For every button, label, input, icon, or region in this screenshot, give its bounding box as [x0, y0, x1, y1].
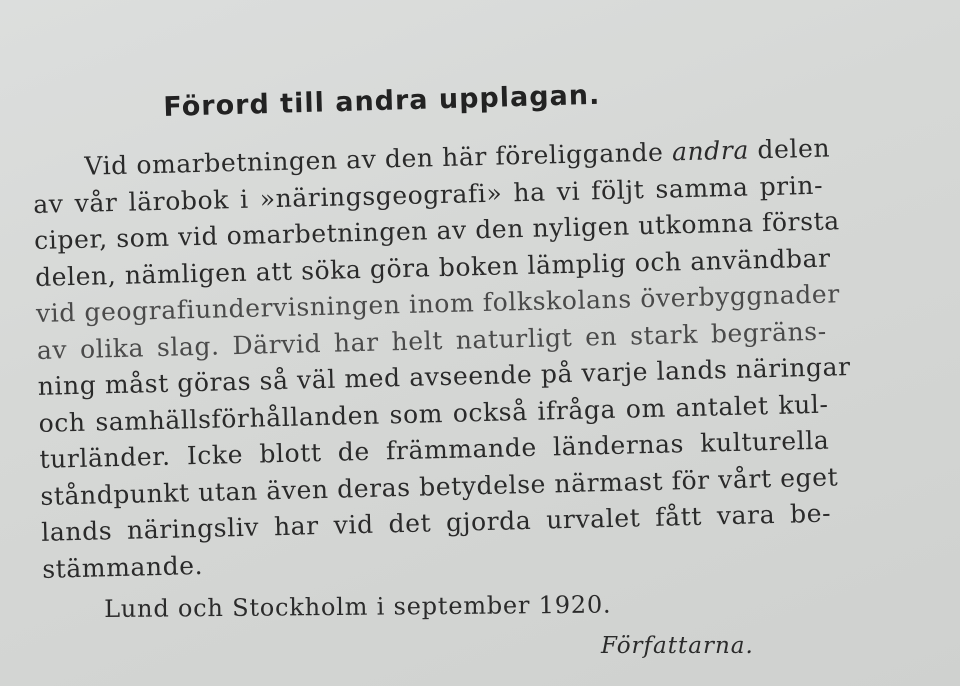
authors-signature: Författarna. [601, 633, 754, 659]
text-line-12: stämmande. [41, 550, 204, 584]
text-line-7: ning måst göras så väl med avseende på varje lands näringar [37, 352, 851, 401]
text-line-1-part-a: Vid omarbetningen av den här föreliggande [84, 137, 673, 181]
text-line-11: lands näringsliv har vid det gjorda urvalet fått vara be- [40, 498, 832, 547]
text-line-6: av olika slag. Därvid har helt naturligt en stark begräns- [36, 316, 828, 365]
page-title: Förord till andra upplagan. [163, 79, 601, 123]
text-line-4: delen, nämligen att söka göra boken lämplig och användbar [34, 243, 831, 292]
text-line-2: av vår lärobok i »näringsgeografi» ha vi följt samma prin- [32, 170, 824, 219]
preface-paragraph [32, 130, 851, 587]
text-line-8: och samhällsförhållanden som också ifråga om antalet kul- [38, 389, 829, 438]
text-line-5: vid geografiundervisningen inom folkskolans överbyggnader [35, 279, 841, 328]
text-line-9: turländer. Icke blott de främmande ländernas kulturella [39, 425, 830, 474]
place-and-date: Lund och Stockholm i september 1920. [104, 590, 612, 623]
text-line-3: ciper, som vid omarbetningen av den nyligen utkomna första [33, 206, 841, 255]
text-line-1-part-b: delen [748, 133, 831, 165]
text-line-10: ståndpunkt utan även deras betydelse närmast för vårt eget [40, 461, 839, 511]
text-line-1-emphasis: andra [671, 135, 750, 167]
